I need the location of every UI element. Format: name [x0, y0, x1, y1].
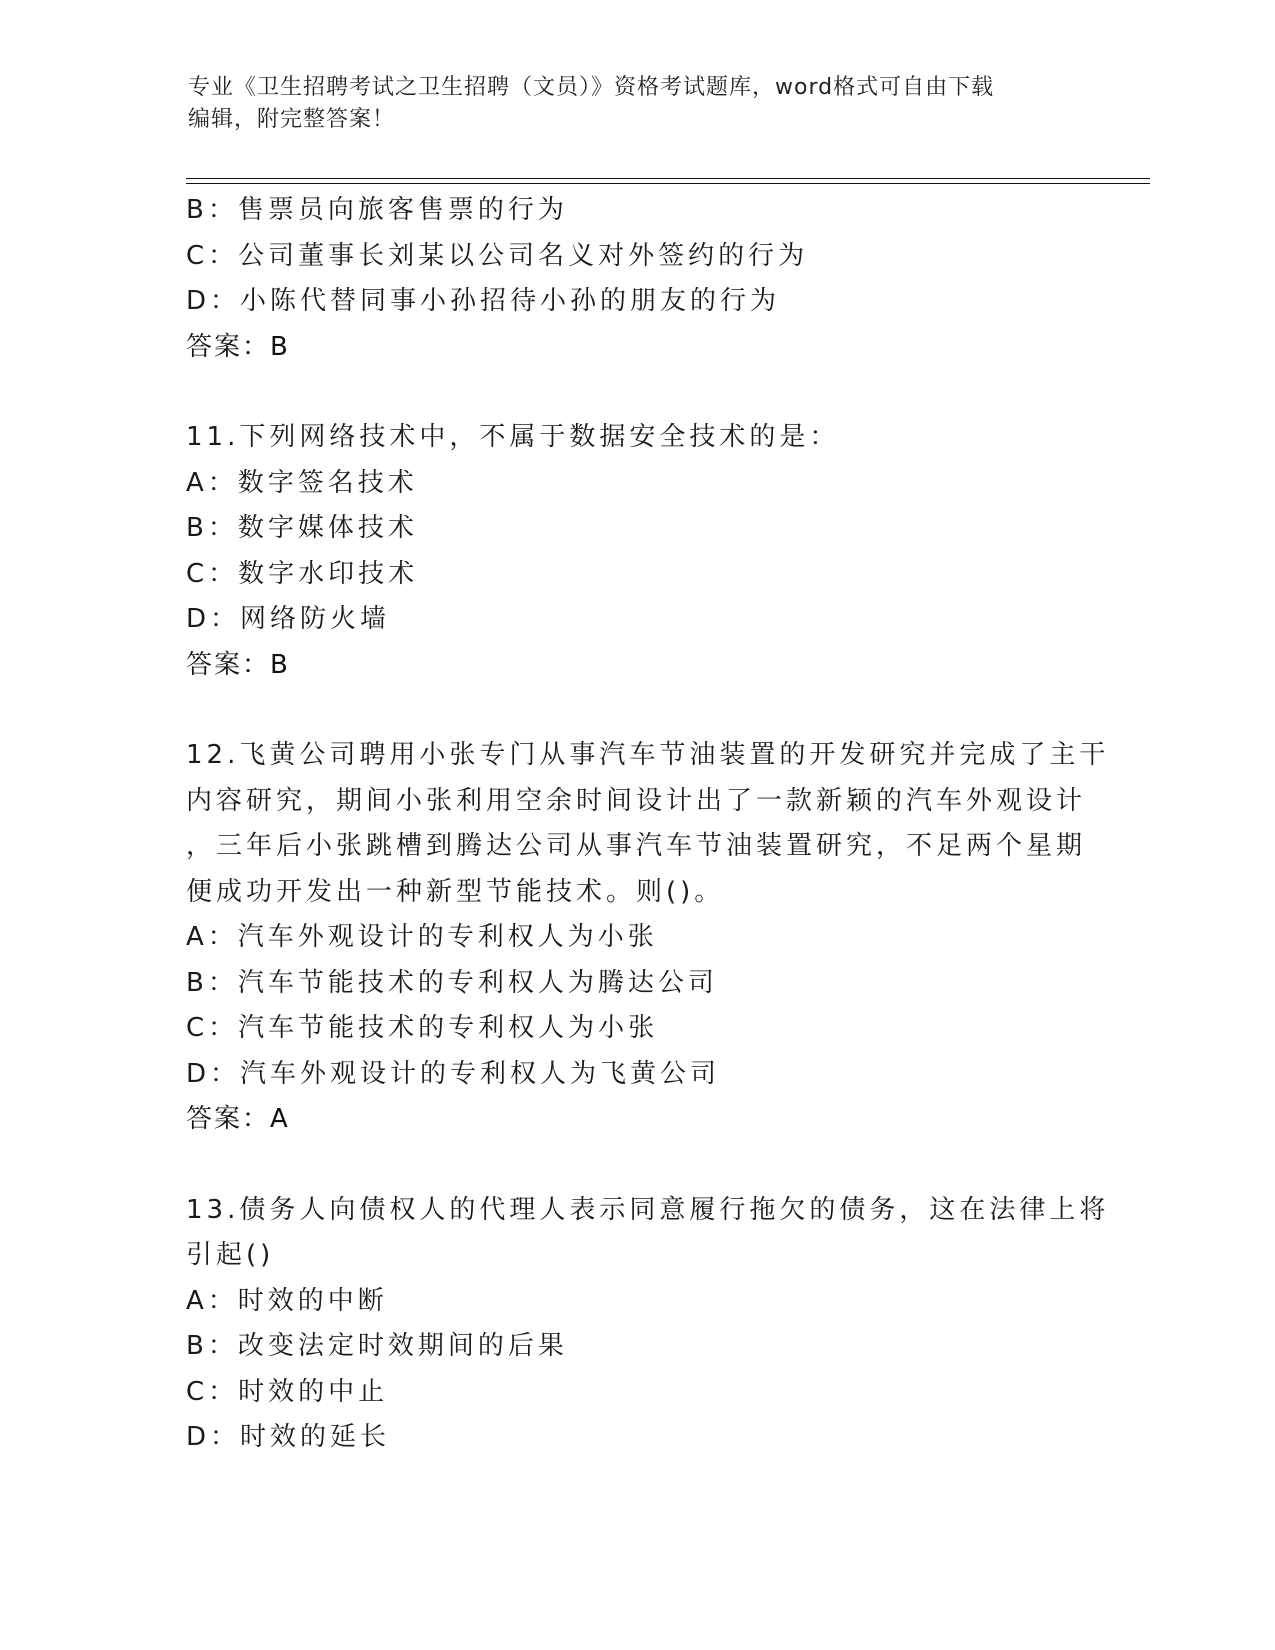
question-11 — [186, 415, 1086, 688]
option-a: A：数字签名技术 — [186, 467, 418, 498]
option-b: B：汽车节能技术的专利权人为腾达公司 — [186, 967, 718, 998]
option-d: D：网络防火墙 — [186, 604, 391, 634]
option-a: A：时效的中断 — [186, 1285, 388, 1316]
question-stem — [186, 733, 1110, 915]
option-b: B：售票员向旅客售票的行为 — [186, 195, 568, 225]
question-stem — [186, 1188, 1110, 1279]
header-divider-top — [186, 178, 1150, 179]
option-b: B：改变法定时效期间的后果 — [186, 1331, 568, 1361]
stem-line: 13.债务人向债权人的代理人表示同意履行拖欠的债务，这在法律上将 — [186, 1194, 1110, 1225]
option-c: C：数字水印技术 — [186, 558, 419, 589]
option-d: D：小陈代替同事小孙招待小孙的朋友的行为 — [186, 286, 781, 316]
question-13 — [186, 1188, 1110, 1461]
answer: 答案：B — [186, 331, 290, 362]
header-line-2: 编辑，附完整答案！ — [188, 107, 396, 132]
question-stem — [186, 415, 1086, 461]
stem-line: 内容研究，期间小张利用空余时间设计出了一款新颖的汽车外观设计 — [186, 785, 1087, 816]
option-d: D：时效的延长 — [186, 1422, 391, 1452]
stem-line: 11.下列网络技术中，不属于数据安全技术的是： — [186, 422, 840, 452]
question-12 — [186, 733, 1110, 1143]
stem-line: ，三年后小张跳槽到腾达公司从事汽车节油装置研究，不足两个星期 — [186, 831, 1087, 861]
stem-line: 便成功开发出一种新型节能技术。则()。 — [186, 876, 725, 907]
option-c: C：汽车节能技术的专利权人为小张 — [186, 1013, 659, 1043]
option-c: C：时效的中止 — [186, 1376, 389, 1407]
answer: 答案：A — [186, 1104, 290, 1134]
option-c: C：公司董事长刘某以公司名义对外签约的行为 — [186, 240, 809, 271]
answer: 答案：B — [186, 649, 290, 680]
header-divider-bottom — [186, 183, 1150, 184]
question-10-continued — [186, 188, 1086, 370]
option-a: A：汽车外观设计的专利权人为小张 — [186, 922, 658, 952]
stem-line: 引起() — [186, 1240, 275, 1270]
option-d: D：汽车外观设计的专利权人为飞黄公司 — [186, 1058, 721, 1089]
document-header — [188, 72, 1068, 136]
stem-line: 12.飞黄公司聘用小张专门从事汽车节油装置的开发研究并完成了主干 — [186, 740, 1110, 770]
question-list — [186, 188, 1110, 1461]
header-line-1: 专业《卫生招聘考试之卫生招聘（文员）》资格考试题库，word格式可自由下载 — [188, 75, 995, 100]
option-b: B：数字媒体技术 — [186, 513, 418, 543]
